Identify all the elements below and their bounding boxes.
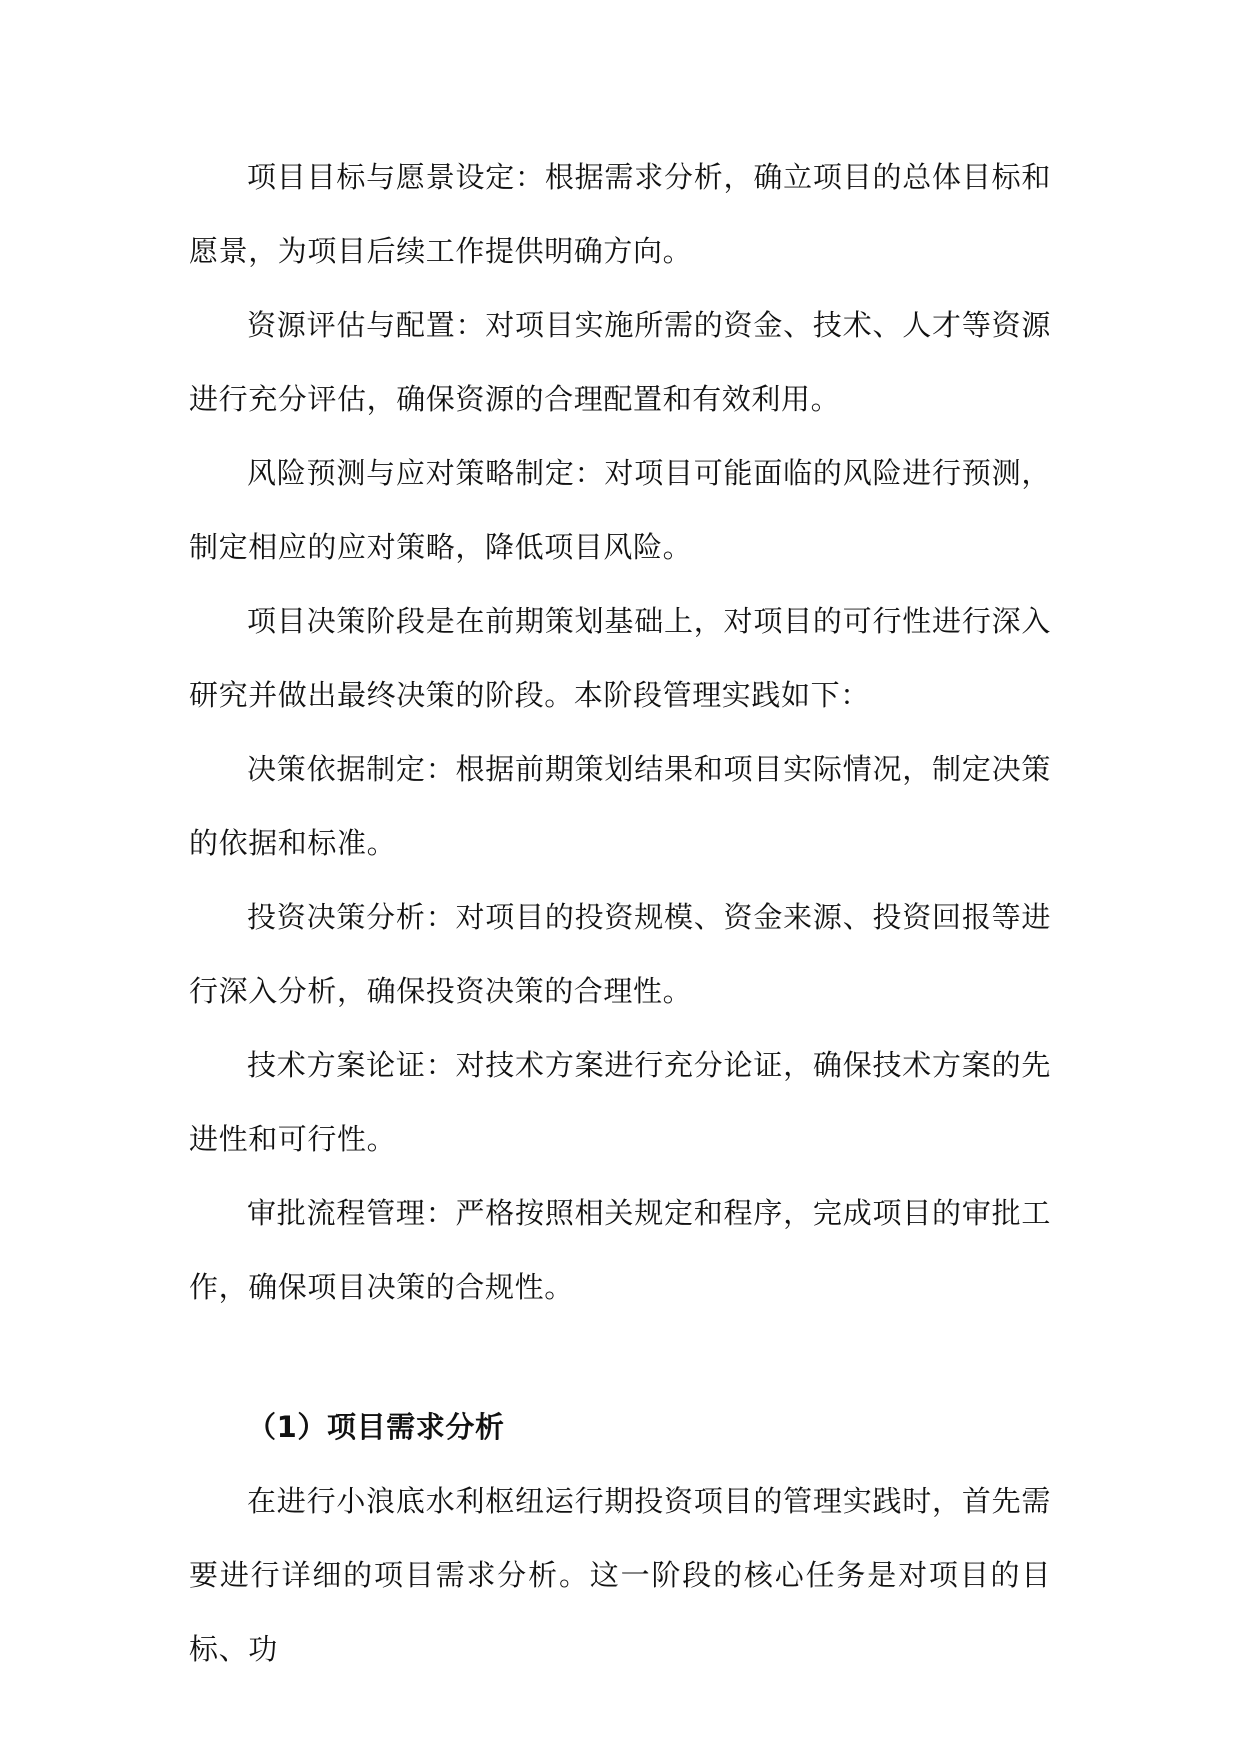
paragraph-decision-stage: 项目决策阶段是在前期策划基础上，对项目的可行性进行深入研究并做出最终决策的阶段。本阶段管理实践如下：: [189, 604, 1051, 712]
document-body: [189, 140, 1051, 1686]
paragraph-goal-vision: 项目目标与愿景设定：根据需求分析，确立项目的总体目标和愿景，为项目后续工作提供明确方向。: [189, 160, 1051, 268]
paragraph-technical-proposal: 技术方案论证：对技术方案进行充分论证，确保技术方案的先进性和可行性。: [189, 1048, 1051, 1156]
section-heading: （1）项目需求分析: [247, 1410, 505, 1444]
paragraph-investment-analysis: 投资决策分析：对项目的投资规模、资金来源、投资回报等进行深入分析，确保投资决策的合理性。: [189, 900, 1051, 1008]
paragraph-resource-evaluation: 资源评估与配置：对项目实施所需的资金、技术、人才等资源进行充分评估，确保资源的合理配置和有效利用。: [189, 308, 1051, 416]
paragraph-approval-process: 审批流程管理：严格按照相关规定和程序，完成项目的审批工作，确保项目决策的合规性。: [189, 1196, 1051, 1304]
paragraph-decision-basis: 决策依据制定：根据前期策划结果和项目实际情况，制定决策的依据和标准。: [189, 752, 1051, 860]
paragraph-risk-prediction: 风险预测与应对策略制定：对项目可能面临的风险进行预测，制定相应的应对策略，降低项目风险。: [189, 456, 1051, 564]
paragraph-needs-analysis: 在进行小浪底水利枢纽运行期投资项目的管理实践时，首先需要进行详细的项目需求分析。这一阶段的核心任务是对项目的目标、功: [189, 1484, 1051, 1666]
